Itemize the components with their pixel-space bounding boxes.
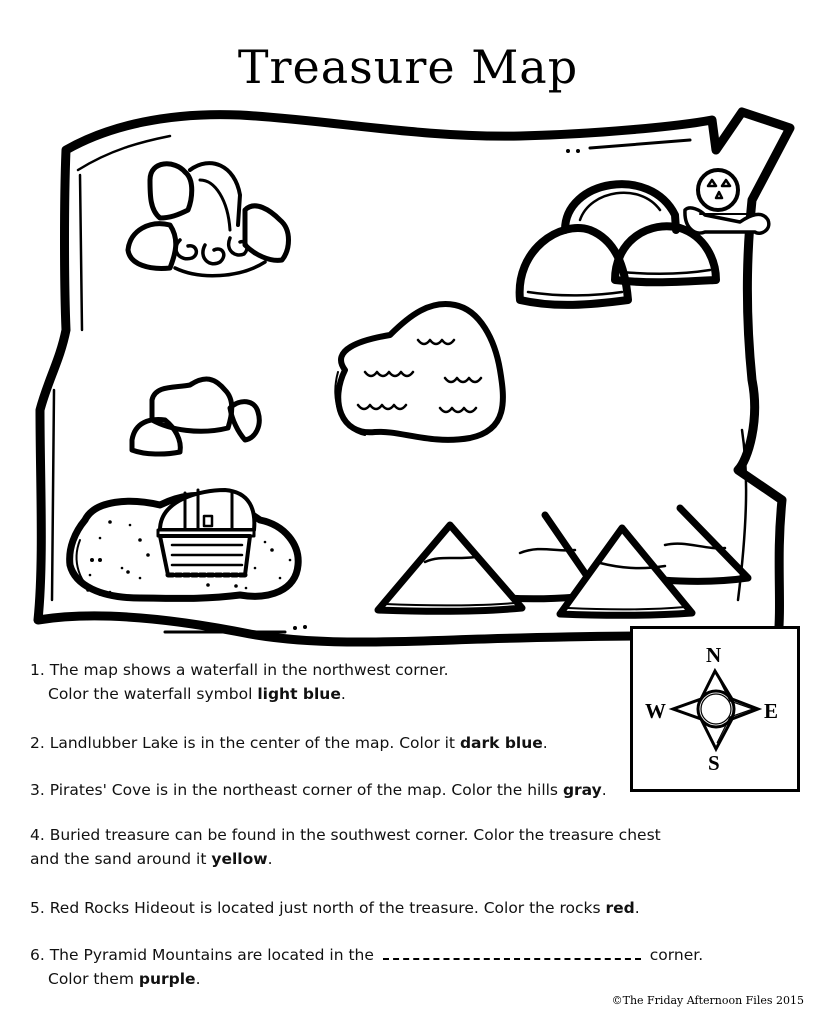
pyramid-mountains: [378, 508, 748, 615]
treasure-chest-icon: [158, 490, 254, 575]
instruction-6-line1: 6. The Pyramid Mountains are located in the corner.: [30, 946, 704, 964]
color-light-blue: light blue: [257, 685, 341, 703]
instruction-4: [30, 823, 661, 871]
instruction-6: [30, 943, 703, 991]
buried-treasure: [70, 490, 299, 598]
compass-east-label: E: [764, 699, 779, 723]
instruction-4-line2: and the sand around it yellow.: [30, 850, 273, 868]
instruction-3: 3. Pirates' Cove is in the northeast corner of the map. Color the hills gray.: [30, 781, 607, 799]
compass-north-label: N: [706, 643, 722, 667]
instruction-1-line1: 1. The map shows a waterfall in the northwest corner.: [30, 661, 449, 679]
red-rocks-hideout: [132, 379, 259, 454]
compass-west-label: W: [645, 699, 666, 723]
copyright-notice: ©The Friday Afternoon Files 2015: [611, 994, 804, 1007]
pirates-cove-hills: [520, 184, 716, 305]
answer-blank-input[interactable]: [383, 944, 641, 960]
instruction-4-line1: 4. Buried treasure can be found in the southwest corner. Color the treasure chest: [30, 826, 661, 844]
instruction-1-line2: Color the waterfall symbol light blue.: [48, 685, 346, 703]
compass-rose: [630, 626, 800, 792]
color-red: red: [605, 899, 635, 917]
color-dark-blue: dark blue: [459, 734, 543, 752]
waterfall-symbol: [128, 163, 289, 276]
instruction-1: [30, 658, 449, 706]
instruction-2: 2. Landlubber Lake is in the center of the map. Color it dark blue.: [30, 734, 548, 752]
landlubber-lake: [335, 304, 503, 440]
instruction-5: 5. Red Rocks Hideout is located just north of the treasure. Color the rocks red.: [30, 899, 640, 917]
color-yellow: yellow: [211, 850, 268, 868]
color-purple: purple: [138, 970, 196, 988]
instruction-6-line2: Color them purple.: [48, 970, 201, 988]
compass-south-label: S: [708, 751, 720, 775]
color-gray: gray: [562, 781, 602, 799]
page-title: Treasure Map: [237, 40, 579, 94]
